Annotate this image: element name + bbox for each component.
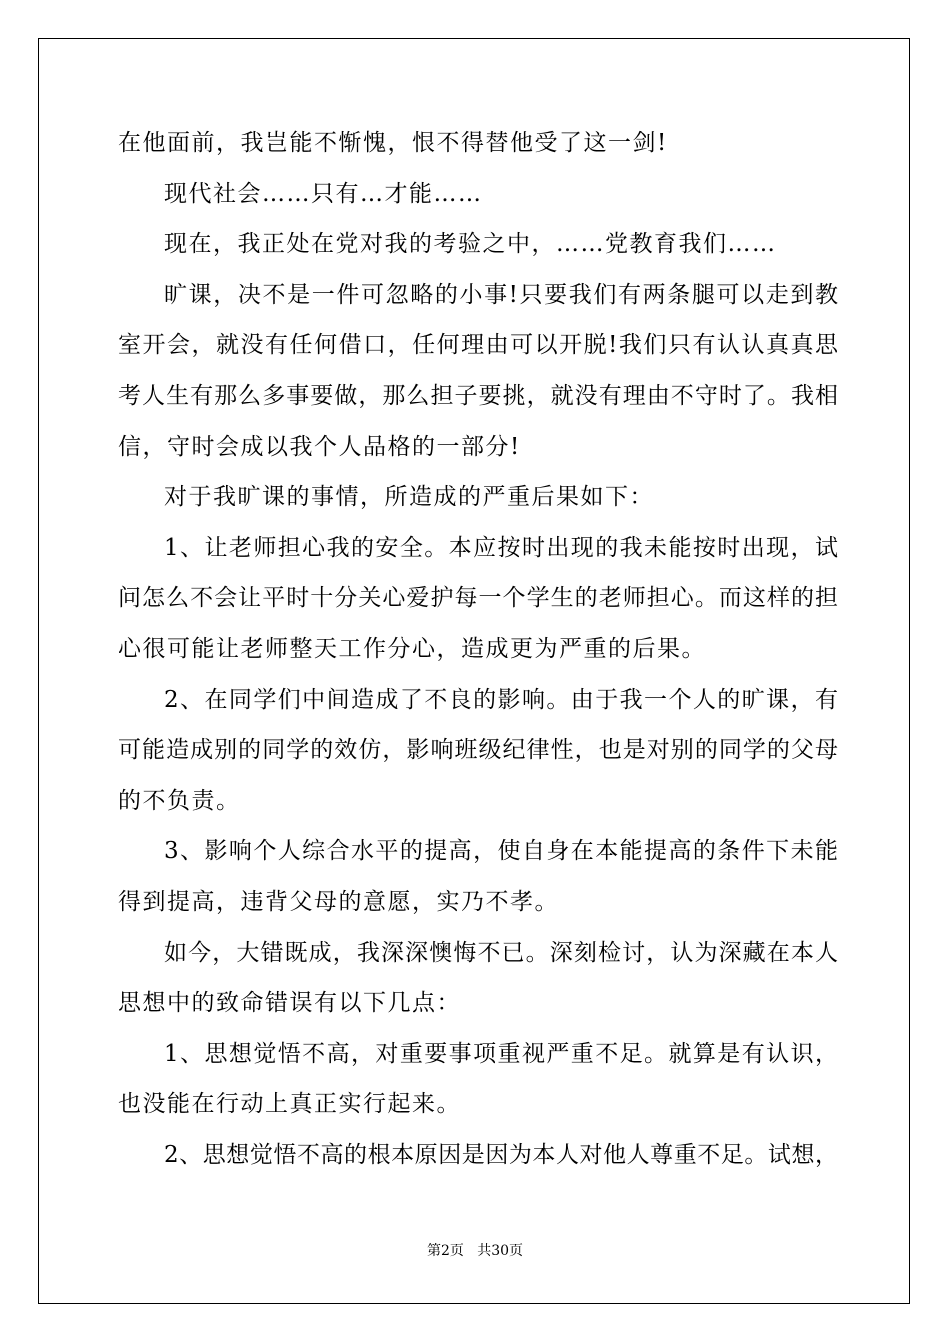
text-line: 旷课，决不是一件可忽略的小事!只要我们有两条腿可以走到教 (164, 281, 838, 308)
text-line: 对于我旷课的事情，所造成的严重后果如下： (164, 484, 654, 511)
text-line: 2、在同学们中间造成了不良的影响。由于我一个人的旷课，有 (164, 686, 838, 713)
text-line: 的不负责。 (118, 787, 241, 814)
text-line: 3、影响个人综合水平的提高，使自身在本能提高的条件下未能 (164, 838, 838, 865)
text-line: 1、让老师担心我的安全。本应按时出现的我未能按时出现，试 (164, 534, 838, 561)
text-line: 信，守时会成以我个人品格的一部分! (118, 433, 521, 460)
text-line: 1、思想觉悟不高，对重要事项重视严重不足。就算是有认识， (164, 1040, 838, 1067)
text-line: 在他面前，我岂能不惭愧，恨不得替他受了这一剑! (118, 130, 668, 156)
text-line: 得到提高，违背父母的意愿，实乃不孝。 (118, 889, 559, 915)
text-line: 现代社会……只有…才能…… (164, 180, 483, 207)
text-line: 也没能在行动上真正实行起来。 (118, 1091, 461, 1118)
page-number-footer: 第2页 共30页 (426, 1243, 524, 1259)
text-line: 如今，大错既成，我深深懊悔不已。深刻检讨，认为深藏在本人 (164, 939, 838, 966)
text-line: 室开会，就没有任何借口，任何理由可以开脱!我们只有认认真真思 (118, 332, 838, 359)
text-line: 问怎么不会让平时十分关心爱护每一个学生的老师担心。而这样的担 (118, 585, 838, 612)
text-line: 2、思想觉悟不高的根本原因是因为本人对他人尊重不足。试想， (164, 1142, 838, 1168)
text-line: 考人生有那么多事要做，那么担子要挑，就没有理由不守时了。我相 (118, 383, 838, 409)
text-line: 可能造成别的同学的效仿，影响班级纪律性，也是对别的同学的父母 (118, 737, 838, 764)
text-line: 心很可能让老师整天工作分心，造成更为严重的后果。 (118, 636, 706, 662)
text-line: 现在，我正处在党对我的考验之中，……党教育我们…… (164, 231, 777, 258)
text-line: 思想中的致命错误有以下几点： (118, 990, 461, 1017)
